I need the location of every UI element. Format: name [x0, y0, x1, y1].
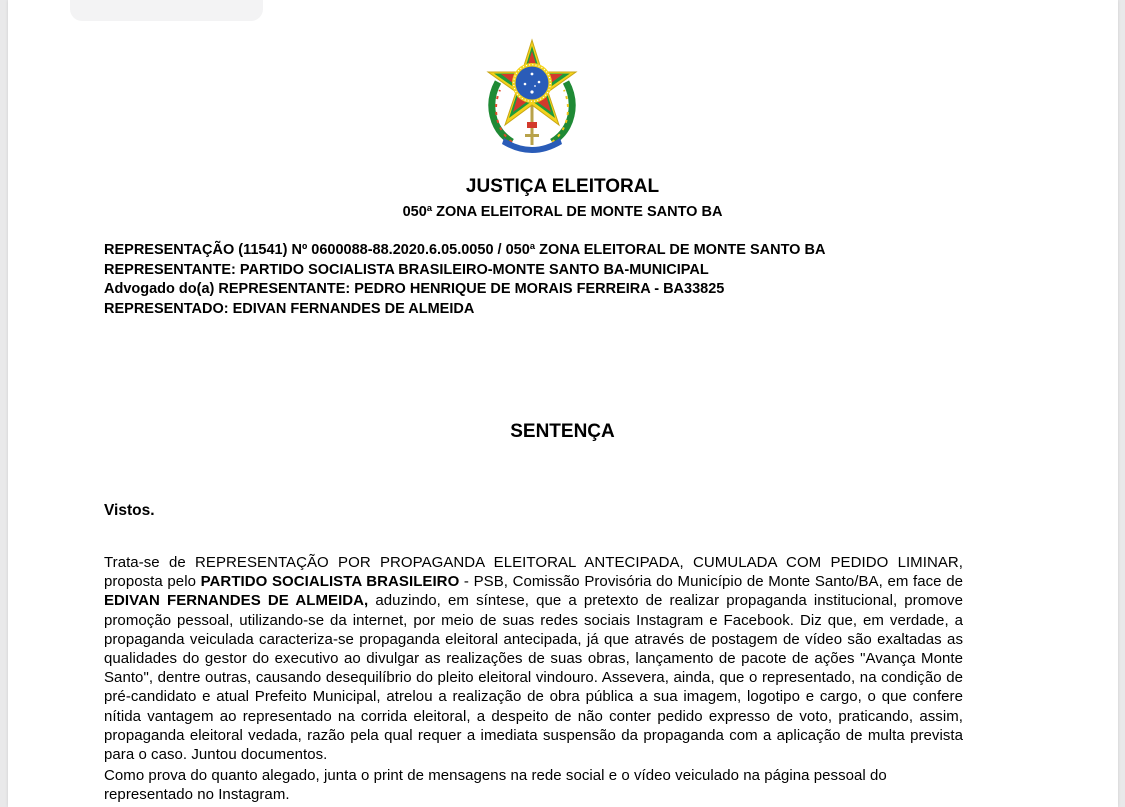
national-coat-of-arms-icon [482, 38, 582, 156]
court-title: JUSTIÇA ELEITORAL [465, 176, 660, 197]
case-number-line: REPRESENTAÇÃO (11541) Nº 0600088-88.2020.6.05.0050 / 050ª ZONA ELEITORAL DE MONTE SANTO BA [104, 242, 826, 258]
toolbar-pill [70, 0, 263, 21]
lawyer-line: Advogado do(a) REPRESENTANTE: PEDRO HENRIQUE DE MORAIS FERREIRA - BA33825 [104, 281, 725, 297]
defendant-line: REPRESENTADO: EDIVAN FERNANDES DE ALMEIDA [104, 300, 475, 317]
body-text [104, 553, 963, 805]
electoral-zone-subtitle: 050ª ZONA ELEITORAL DE MONTE SANTO BA [402, 204, 723, 220]
paragraph-2: Como prova do quanto alegado, junta o print de mensagens na rede social e o vídeo veiculado na página pessoal do representado no Instagram. [104, 767, 887, 804]
paragraph-1: Trata-se de REPRESENTAÇÃO POR PROPAGANDA ELEITORAL ANTECIPADA, CUMULADA COM PEDIDO LIMINAR, proposta pelo PARTIDO SOCIALISTA BRASILEIRO - PSB, Comissão Provisória do Município de Monte Santo/BA, em face de EDIVAN FERNANDES DE ALMEIDA, aduzindo, em síntese, que a pretexto de realizar propaganda institucional, promove promoção pessoal, utilizando-se da internet, por meio de suas redes sociais Instagram e Facebook. Diz que, em verdade, a propaganda veiculada caracteriza-se propaganda eleitoral antecipada, já que através de postagem de vídeo são exaltadas as qualidades do gestor do executivo ao divulgar as realizações de suas obras, lançamento de pacote de ações "Avança Monte Santo", dentre outras, causando desequilíbrio do pleito eleitoral vindouro. Assevera, ainda, que o representado, na condição de pré-candidato e atual Prefeito Municipal, atrelou a realização de obra pública a sua imagem, logotipo e cargo, o que confere nítida vantagem ao representado na corrida eleitoral, a despeito de não conter pedido expresso de voto, praticando, assim, propaganda eleitoral vedada, razão pela qual requer a imediata suspensão da propaganda com a aplicação de multa prevista para o caso. Juntou documentos. [104, 554, 963, 764]
vistos-heading: Vistos. [104, 502, 155, 519]
case-header [104, 241, 964, 319]
plaintiff-line: REPRESENTANTE: PARTIDO SOCIALISTA BRASILEIRO-MONTE SANTO BA-MUNICIPAL [104, 261, 709, 278]
document-title: SENTENÇA [510, 421, 615, 442]
